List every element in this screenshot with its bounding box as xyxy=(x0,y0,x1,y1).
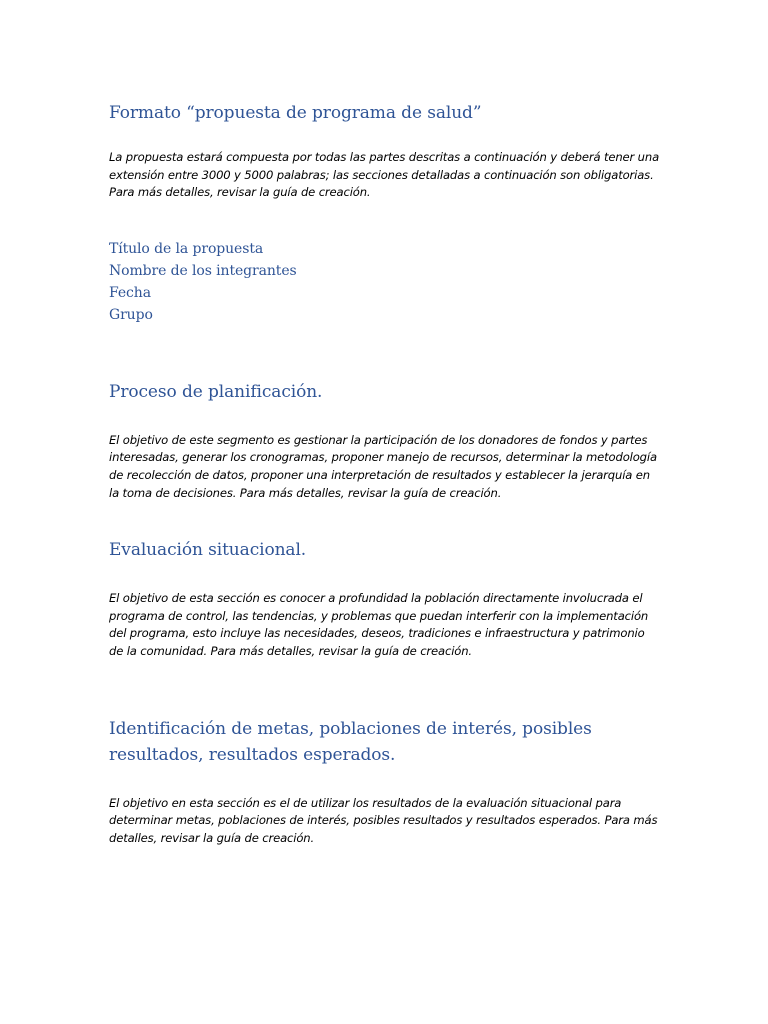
section-heading-goals: Identificación de metas, poblaciones de interés, posibles resultados, resultados esperados. xyxy=(109,718,592,765)
document-content xyxy=(109,100,661,847)
intro-paragraph: La propuesta estará compuesta por todas las partes descritas a continuación y deberá tener una extensión entre 3000 y 5000 palabras; las secciones detalladas a continuación son obligatorias. Para más detalles, revisar la guía de creación. xyxy=(109,150,660,200)
meta-field-group: Grupo xyxy=(109,306,153,323)
section-heading-planning: Proceso de planificación. xyxy=(109,381,323,402)
meta-field-members: Nombre de los integrantes xyxy=(109,262,297,279)
document-title: Formato “propuesta de programa de salud” xyxy=(109,103,482,123)
meta-field-date: Fecha xyxy=(109,284,151,301)
section-body-goals: El objetivo en esta sección es el de utilizar los resultados de la evaluación situacional para determinar metas, poblaciones de interés, posibles resultados y resultados esperados. Para más detalles, revisar la guía de creación. xyxy=(109,795,658,845)
meta-fields-list xyxy=(109,238,661,326)
meta-field-title: Título de la propuesta xyxy=(109,240,264,257)
section-heading-situational: Evaluación situacional. xyxy=(109,540,307,561)
section-body-situational: El objetivo de esta sección es conocer a profundidad la población directamente involucrada el programa de control, las tendencias, y problemas que puedan interferir con la implementación del programa, esto incluye las necesidades, deseos, tradiciones e infraestructura y patrimonio de la comunidad. Para más detalles, revisar la guía de creación. xyxy=(109,591,649,658)
section-body-planning: El objetivo de este segmento es gestionar la participación de los donadores de fondos y partes interesadas, generar los cronogramas, proponer manejo de recursos, determinar la metodología de recolección de datos, proponer una interpretación de resultados y establecer la jerarquía en la toma de decisiones. Para más detalles, revisar la guía de creación. xyxy=(109,432,657,500)
